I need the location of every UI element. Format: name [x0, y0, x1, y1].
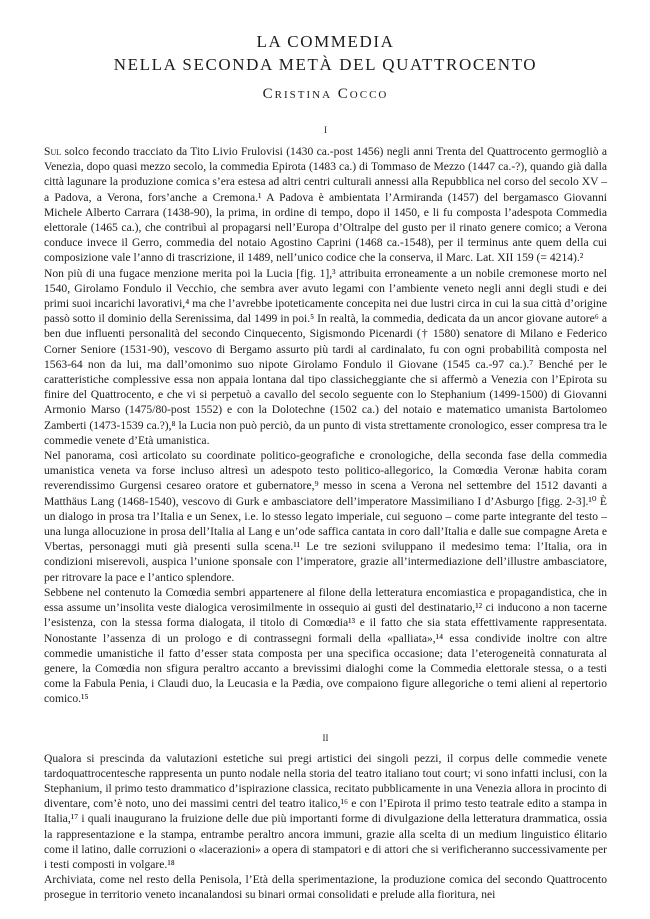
title-line-1: LA COMMEDIA	[256, 32, 395, 51]
section-number-1: I	[324, 125, 327, 135]
paragraph	[44, 144, 607, 266]
title-line-2: NELLA SECONDA METÀ DEL QUATTROCENTO	[113, 55, 538, 74]
paragraph: Archiviata, come nel resto della Penisola, l’Età della sperimentazione, la produzione comica del secondo Quattrocento prosegue in territorio veneto incanalandosi su binari ormai consolidati e prelude alla fioritura, nei	[44, 873, 607, 902]
paragraph-text: solco fecondo tracciato da Tito Livio Frulovisi (1430 ca.-post 1456) negli anni Trenta del Quattrocento germogliò a Venezia, dopo quasi mezzo secolo, la commedia Epirota (1483 ca.) di Tommaso de Mezzo (1447 ca.-?), quando già dalla città lagunare la produzione comica s’era estesa ad altri centri culturali annessi alla Repubblica nel corso del secolo XV – a Padova, a Verona, fors’anche a Cremona.¹ A Padova è ambientata l’Armiranda (1457) del bergamasco Giovanni Michele Alberto Carrara (1438-90), la prima, in ordine di tempo, dopo il 1450, e li fu composta l’adespota Commedia elettorale (1465 ca.), che contribuì al propagarsi nell’Europa d’Oltralpe del gusto per il rinato genere comico; a Verona conduce invece il Gerro, commedia del notaio Agostino Caprini (1468 ca.-1548), per il terminus ante quem della cui composizione vale l’anno di trascrizione, il 1489, nell’unico codice che la conserva, il Marc. Lat. XII 159 (= 4214).²	[44, 145, 607, 265]
paragraph: Qualora si prescinda da valutazioni estetiche sui pregi artistici dei singoli pezzi, il corpus delle commedie venete tardoquattrocentesche rappresenta un punto nodale nella storia del teatro italiano tout court; vi sono infatti inclusi, con la Stephanium, il primo testo drammatico d’ispirazione classica, recitato pubblicamente in una Venezia allora in procinto di diventare, com’è noto, uno dei massimi centri del teatro italico,¹⁶ e con l’Epirota il primo testo teatrale edito a stampa in Italia,¹⁷ i quali inaugurano la fruizione delle due più importanti forme di divulgazione della letteratura drammatica, ossia la rappresentazione e la stampa, entrambe peraltro ancora immuni, grazie alla scelta di un medium linguistico élitario come il latino, dalle corruzioni o «lacerazioni» a opera di stampatori e di attori che si verificheranno successivamente per i testi composti in volgare.¹⁸	[44, 751, 607, 871]
paragraph: Nel panorama, così articolato su coordinate politico-geografiche e cronologiche, della seconda fase della commedia umanistica veneta va forse incluso altresì un adespoto testo politico-allegorico, la Comœdia Veronæ habita coram reverendissimo Gurgensi cesareo oratore et gubernatore,⁹ messo in scena a Verona nel settembre del 1512 davanti a Matthäus Lang (1468-1540), vescovo di Gurk e ambasciatore dell’imperatore Massimiliano I d’Asburgo [figg. 2-3].¹⁰ È un dialogo in prosa tra l’Italia e un Senex, i.e. lo stesso legato imperiale, cui seguono – come parte integrante del testo – una lunga allocuzione in prosa dell’Italia al Lang e un’ode saffica cantata in coro dall’Italia e dalle sue compagne Areta e Vbertas, personaggi muti già presenti sulla scena.¹¹ Le tre sezioni sviluppano il medesimo tema: l’Italia, ora in condizioni miserevoli, auspica l’unione sponsale con l’imperatore, grazie all’intermediazione dell’illustre ambasciatore, per ritrovare la pace e l’antico splendore.	[44, 449, 607, 584]
article-title	[44, 30, 607, 76]
paragraph: Non più di una fugace menzione merita poi la Lucia [fig. 1],³ attribuita erroneamente a un nobile cremonese morto nel 1540, Girolamo Fondulo il Vecchio, che sembra aver avuto legami con l’ambiente veneto negli anni degli studi e dei primi suoi incarichi lavorativi,⁴ ma che l’avrebbe ipoteticamente concepita nei due lustri circa in cui la sua città d’origine passò sotto il dominio della Serenissima, dal 1499 in poi.⁵ In realtà, la commedia, dedicata da un ancor giovane autore⁶ a ben due influenti personalità del secondo Cinquecento, Sigismondo Picenardi († 1580) senatore di Milano e Federico Corner Seniore (1531-90), vescovo di Bergamo assurto più tardi al cardinalato, fu con ogni probabilità composta nel 1563-64 non da lui, ma dall’omonimo suo nipote Girolamo Fondulo il Giovane (1545 ca.-97 ca.).⁷ Benché per le caratteristiche complessive essa non appaia lontana dal tipo classicheggiante che si affermò a Venezia con l’Epirota su finire del Quattrocento, e che vi si perpetuò a cavallo del secolo seguente con lo Stephanium (1499-1500) di Giovanni Armonio Marso (1475/80-post 1552) e con la Dolotechne (1502 ca.) del notaio e matematico umanista Bartolomeo Zamberti (1473-1539 ca.?),⁸ la Lucia non può perciò, da un punto di vista strettamente cronologico, esser compresa tra le commedie venete d’Età umanistica.	[44, 266, 607, 447]
article-body	[44, 125, 607, 903]
paragraph-lead: Sul	[44, 145, 62, 158]
author-name: Cristina Cocco	[262, 86, 389, 102]
section-number-2: II	[322, 732, 329, 743]
paragraph: Sebbene nel contenuto la Comœdia sembri appartenere al filone della letteratura encomiastica e propagandistica, che in essa assume un’insolita veste dialogica verosimilmente in ossequio ai gusti del destinatario,¹² ci inducono a non tacerne l’esistenza, con la stessa forma dialogata, il titolo di Comœdia¹³ e il fatto che sia stata effettivamente rappresentata. Nonostante l’assenza di un prologo e di contrassegni formali della «palliata»,¹⁴ essa condivide inoltre con altre commedie umanistiche il fatto d’esser stata composta per una specifica occasione; data l’eterogeneità connaturata al genere, la Comœdia non sfigura peraltro accanto a brevissimi dialoghi come la Commedia elettorale stessa, o a testi come la Fabula Penia, i Claudi duo, la Leucasia e la Pædia, ove compaiono figure allegoriche o temi alieni al repertorio comico.¹⁵	[44, 585, 607, 706]
